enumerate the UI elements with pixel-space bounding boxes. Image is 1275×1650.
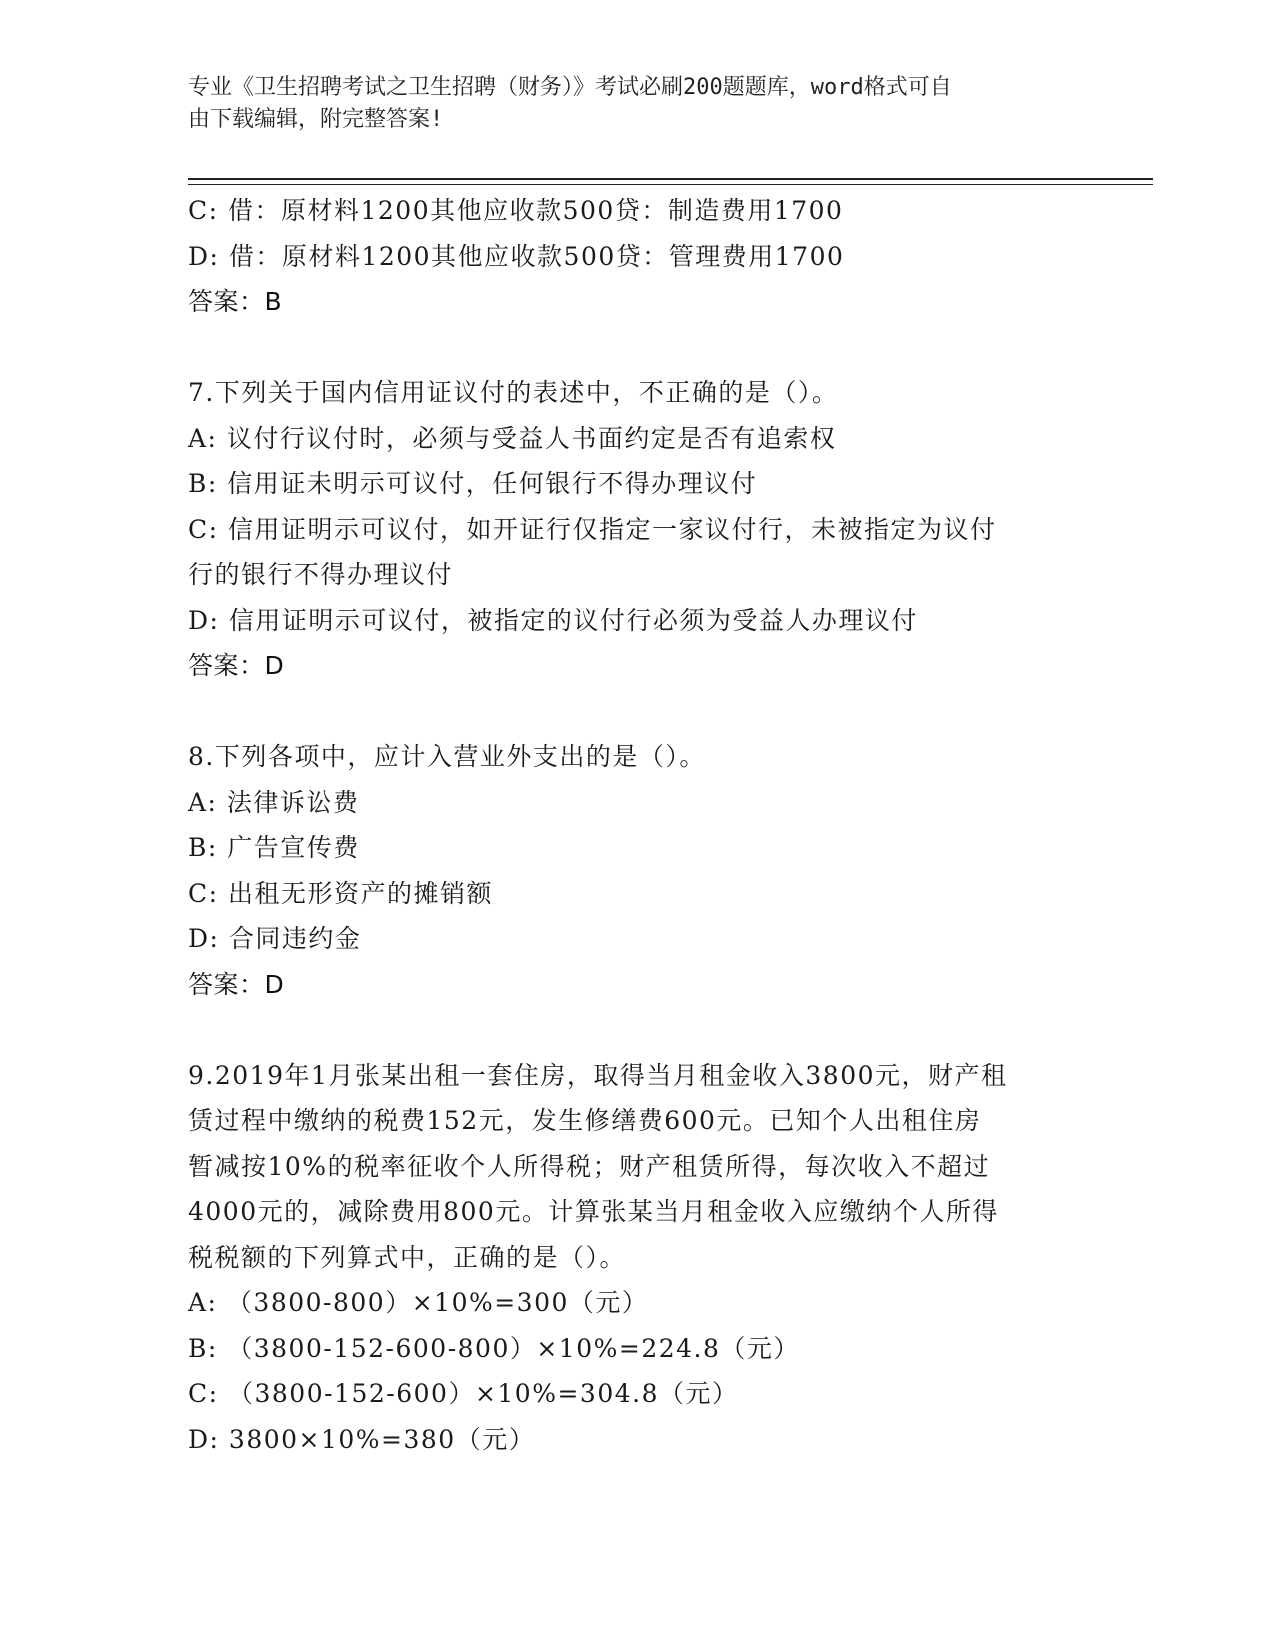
header-line-2: 由下载编辑，附完整答案! [188,107,444,132]
option-c: C: （3800-152-600）×10%=304.8（元） [188,1379,739,1408]
option-b: B: 广告宣传费 [188,833,360,862]
option-d: D: 合同违约金 [188,924,362,953]
header-divider-thick [188,178,1153,180]
option-d: D: 信用证明示可议付，被指定的议付行必须为受益人办理议付 [188,605,918,635]
option-c: C: 出租无形资产的摊销额 [188,878,493,908]
option-a: A: 法律诉讼费 [188,787,360,817]
question-stem-continued: 赁过程中缴纳的税费152元，发生修缮费600元。已知个人出租住房 [188,1106,982,1135]
question-stem-continued: 暂减按10%的税率征收个人所得税；财产租赁所得，每次收入不超过 [188,1151,991,1181]
answer: 答案：D [188,651,285,680]
spacer [188,1007,1088,1053]
header-divider-thin [188,184,1153,185]
question-stem: 7.下列关于国内信用证议付的表述中，不正确的是（）。 [188,378,839,407]
question-stem-continued: 税税额的下列算式中，正确的是（）。 [188,1242,627,1272]
option-d: D: 借：原材料1200其他应收款500贷：管理费用1700 [188,241,845,271]
option-b: B: 信用证未明示可议付，任何银行不得办理议付 [188,469,758,498]
question-9 [188,1053,1088,1463]
question-stem: 8.下列各项中，应计入营业外支出的是（）。 [188,742,706,771]
option-a: A: （3800-800）×10%=300（元） [188,1288,649,1317]
question-8 [188,734,1088,1007]
header-line-1: 专业《卫生招聘考试之卫生招聘（财务）》考试必刷200题题库，word格式可自 [188,75,952,100]
answer: 答案：D [188,969,285,999]
question-list [188,188,1088,1462]
option-c: C: 借：原材料1200其他应收款500贷：制造费用1700 [188,196,844,225]
option-d: D: 3800×10%=380（元） [188,1424,536,1454]
page-header [188,72,1068,136]
option-c-continued: 行的银行不得办理议付 [188,560,454,589]
question-7 [188,370,1088,689]
question-6-tail [188,188,1088,325]
option-a: A: 议付行议付时，必须与受益人书面约定是否有追索权 [188,423,837,453]
option-c: C: 信用证明示可议付，如开证行仅指定一家议付行，未被指定为议付 [188,514,997,544]
spacer [188,689,1088,735]
question-stem-continued: 4000元的，减除费用800元。计算张某当月租金收入应缴纳个人所得 [188,1197,999,1226]
option-b: B: （3800-152-600-800）×10%=224.8（元） [188,1333,800,1363]
answer: 答案：B [188,287,283,316]
question-stem: 9.2019年1月张某出租一套住房，取得当月租金收入3800元，财产租 [188,1060,1008,1090]
spacer [188,325,1088,371]
